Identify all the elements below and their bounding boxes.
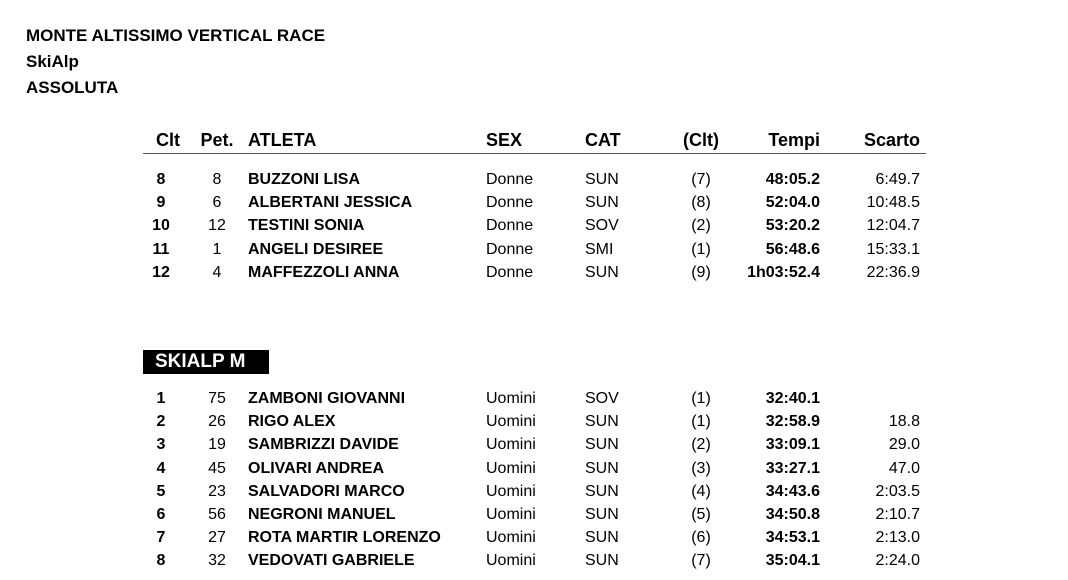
athlete-cell: SALVADORI MARCO (248, 482, 405, 500)
sex-cell: Uomini (486, 459, 536, 477)
category-cell: SUN (585, 506, 619, 523)
cat-rank-cell: (3) (691, 459, 711, 477)
cat-rank-cell: (2) (691, 217, 711, 235)
column-header: Tempi (768, 130, 820, 150)
category-cell: SOV (585, 217, 619, 235)
time-cell: 34:53.1 (765, 529, 820, 547)
time-cell: 52:04.0 (765, 194, 820, 212)
category-cell: SUN (585, 459, 619, 477)
gap-cell: 2:10.7 (875, 506, 920, 523)
category-cell: SUN (585, 263, 619, 281)
gap-cell: 2:24.0 (875, 552, 920, 570)
athlete-cell: NEGRONI MANUEL (248, 506, 396, 523)
sex-cell: Uomini (486, 482, 536, 500)
athlete-cell: OLIVARI ANDREA (248, 459, 384, 477)
sex-cell: Donne (486, 217, 534, 235)
cat-rank-cell: (5) (691, 506, 711, 523)
time-cell: 34:43.6 (765, 482, 820, 500)
discipline-title: SkiAlp (26, 52, 79, 71)
athlete-cell: MAFFEZZOLI ANNA (248, 263, 400, 281)
athlete-cell: BUZZONI LISA (248, 171, 360, 188)
race-title: MONTE ALTISSIMO VERTICAL RACE (26, 26, 326, 45)
column-header: (Clt) (683, 130, 719, 150)
gap-cell: 2:03.5 (875, 482, 920, 500)
column-header: ATLETA (248, 130, 317, 150)
athlete-cell: ZAMBONI GIOVANNI (248, 390, 406, 407)
rank-cell: 12 (152, 263, 170, 281)
athlete-cell: TESTINI SONIA (248, 217, 365, 235)
cat-rank-cell: (1) (691, 240, 711, 258)
athlete-cell: ALBERTANI JESSICA (248, 194, 413, 212)
bib-cell: 26 (208, 413, 226, 431)
time-cell: 1h03:52.4 (747, 263, 820, 281)
sex-cell: Donne (486, 263, 534, 281)
rank-cell: 3 (156, 436, 166, 454)
category-cell: SUN (585, 436, 619, 454)
column-header: Pet. (200, 130, 234, 150)
column-header: SEX (486, 130, 523, 150)
sex-cell: Donne (486, 194, 534, 212)
time-cell: 32:40.1 (765, 390, 820, 407)
rank-cell: 4 (156, 459, 166, 477)
cat-rank-cell: (8) (691, 194, 711, 212)
category-cell: SUN (585, 413, 619, 431)
category-cell: SUN (585, 529, 619, 547)
cat-rank-cell: (7) (691, 171, 711, 188)
time-cell: 32:58.9 (765, 413, 820, 431)
rank-cell: 1 (156, 390, 166, 407)
time-cell: 56:48.6 (765, 240, 820, 258)
sex-cell: Donne (486, 171, 534, 188)
category-cell: SUN (585, 482, 619, 500)
athlete-cell: ROTA MARTIR LORENZO (248, 529, 441, 547)
category-cell: SUN (585, 552, 619, 570)
bib-cell: 56 (208, 506, 226, 523)
gap-cell: 29.0 (888, 436, 920, 454)
sex-cell: Uomini (486, 529, 536, 547)
bib-cell: 27 (208, 529, 226, 547)
bib-cell: 45 (208, 459, 226, 477)
rank-cell: 11 (152, 240, 170, 258)
category-cell: SMI (585, 240, 614, 258)
gap-cell: 2:13.0 (875, 529, 920, 547)
athlete-cell: RIGO ALEX (248, 413, 336, 431)
time-cell: 34:50.8 (765, 506, 820, 523)
header-rule (143, 153, 926, 154)
time-cell: 35:04.1 (765, 552, 820, 570)
column-header: CAT (585, 130, 621, 150)
rank-cell: 10 (152, 217, 170, 235)
ranking-type-title: ASSOLUTA (26, 78, 119, 97)
athlete-cell: ANGELI DESIREE (248, 240, 384, 258)
gap-cell: 15:33.1 (866, 240, 920, 258)
section-label-skialp-m: SKIALP M (143, 350, 269, 374)
sex-cell: Donne (486, 240, 534, 258)
rank-cell: 5 (156, 482, 166, 500)
gap-cell: 12:04.7 (866, 217, 920, 235)
time-cell: 33:27.1 (765, 459, 820, 477)
bib-cell: 19 (208, 436, 226, 454)
athlete-cell: SAMBRIZZI DAVIDE (248, 436, 399, 454)
athlete-cell: VEDOVATI GABRIELE (248, 552, 415, 570)
cat-rank-cell: (4) (691, 482, 711, 500)
sex-cell: Uomini (486, 436, 536, 454)
cat-rank-cell: (6) (691, 529, 711, 547)
sex-cell: Uomini (486, 552, 536, 570)
category-cell: SUN (585, 171, 619, 188)
rank-cell: 2 (156, 413, 166, 431)
bib-cell: 32 (208, 552, 226, 570)
rank-cell: 6 (156, 506, 166, 523)
column-header: Scarto (863, 130, 920, 150)
bib-cell: 6 (212, 194, 222, 212)
bib-cell: 8 (212, 171, 222, 188)
gap-cell: 10:48.5 (866, 194, 920, 212)
rank-cell: 9 (156, 194, 166, 212)
cat-rank-cell: (7) (691, 552, 711, 570)
rank-cell: 7 (156, 529, 166, 547)
bib-cell: 12 (208, 217, 226, 235)
bib-cell: 23 (208, 482, 226, 500)
time-cell: 53:20.2 (765, 217, 820, 235)
bib-cell: 75 (208, 390, 226, 407)
time-cell: 48:05.2 (765, 171, 820, 188)
cat-rank-cell: (1) (691, 390, 711, 407)
category-cell: SUN (585, 194, 619, 212)
sex-cell: Uomini (486, 506, 536, 523)
sex-cell: Uomini (486, 413, 536, 431)
category-cell: SOV (585, 390, 619, 407)
sex-cell: Uomini (486, 390, 536, 407)
gap-cell: 6:49.7 (875, 171, 920, 188)
gap-cell: 22:36.9 (866, 263, 920, 281)
column-header: Clt (156, 130, 180, 150)
bib-cell: 4 (212, 263, 222, 281)
gap-cell: 18.8 (888, 413, 920, 431)
bib-cell: 1 (212, 240, 222, 258)
cat-rank-cell: (2) (691, 436, 711, 454)
cat-rank-cell: (1) (691, 413, 711, 431)
cat-rank-cell: (9) (691, 263, 711, 281)
gap-cell: 47.0 (888, 459, 920, 477)
time-cell: 33:09.1 (765, 436, 820, 454)
rank-cell: 8 (156, 171, 166, 188)
rank-cell: 8 (156, 552, 166, 570)
